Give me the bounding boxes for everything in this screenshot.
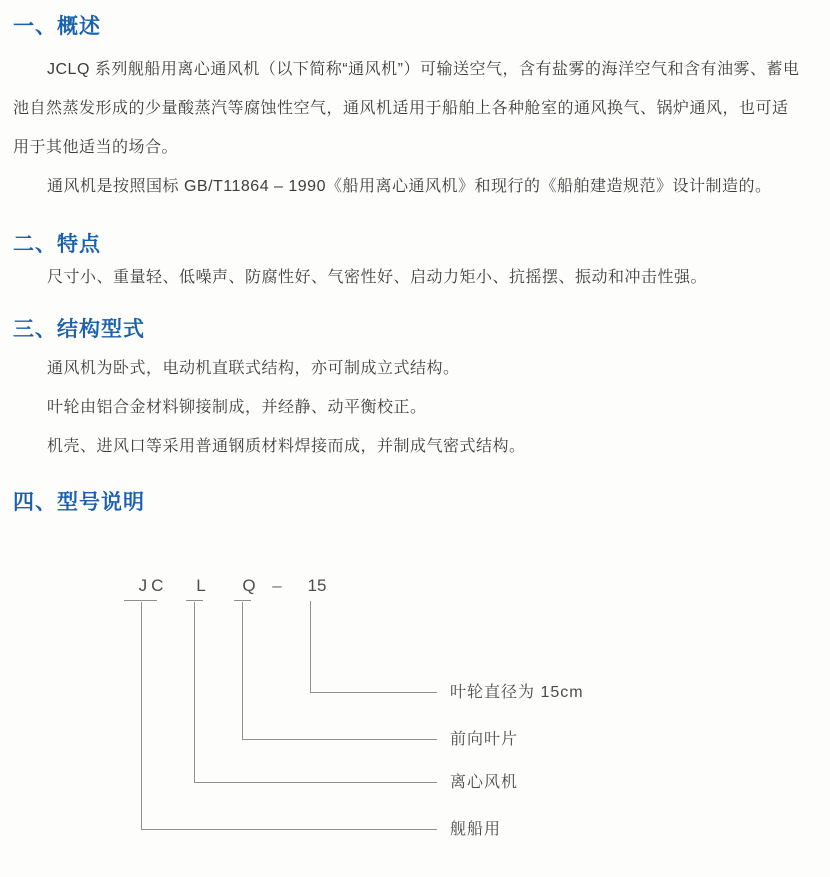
- overview-paragraph: [13, 50, 817, 167]
- paragraph-line: 通风机为卧式，电动机直联式结构，亦可制成立式结构。: [47, 360, 460, 377]
- underline-q: [234, 600, 251, 601]
- paragraph-line: 池自然蒸发形成的少量酸蒸汽等腐蚀性空气，通风机适用于船舶上各种舱室的通风换气、锅炉通风，也可适: [13, 100, 789, 117]
- paragraph-line: 用于其他适当的场合。: [13, 139, 179, 156]
- leader-horizontal-q: [242, 739, 437, 740]
- paragraph-line: 机壳、进风口等采用普通钢质材料焊接而成，并制成气密式结构。: [47, 438, 526, 455]
- leader-horizontal-jc: [141, 829, 437, 830]
- structure-paragraph-2: [13, 388, 817, 427]
- leader-vertical-l: [194, 602, 195, 783]
- underline-jc: [124, 600, 157, 601]
- model-code-dash: –: [272, 576, 282, 595]
- model-code-q: Q: [242, 576, 256, 595]
- paragraph-line: 尺寸小、重量轻、低噪声、防腐性好、气密性好、启动力矩小、抗摇摆、振动和冲击性强。: [47, 269, 708, 286]
- leader-vertical-q: [242, 602, 243, 740]
- annotation-naval-use: 舰船用: [450, 821, 502, 838]
- underline-l: [186, 600, 203, 601]
- section-heading-overview: 一、概述: [13, 15, 101, 38]
- paragraph-line: JCLQ 系列舰船用离心通风机（以下简称“通风机”）可输送空气，含有盐雾的海洋空气和含有油雾、蓄电: [47, 61, 800, 78]
- section-heading-model-designation: 四、型号说明: [13, 491, 145, 514]
- structure-paragraph-3: [13, 427, 817, 466]
- leader-horizontal-l: [194, 782, 437, 783]
- leader-vertical-15: [310, 601, 311, 692]
- model-code-jc: JC: [138, 576, 168, 595]
- structure-paragraph-1: [13, 349, 817, 388]
- paragraph-line: 叶轮由铝合金材料铆接制成，并经静、动平衡校正。: [47, 399, 427, 416]
- annotation-impeller-diameter: 叶轮直径为 15cm: [450, 684, 584, 701]
- section-heading-features: 二、特点: [13, 233, 101, 256]
- paragraph-line: 通风机是按照国标 GB/T11864 – 1990《船用离心通风机》和现行的《船舶建造规范》设计制造的。: [47, 178, 772, 195]
- model-code-l: L: [196, 576, 206, 595]
- model-code-15: 15: [307, 576, 327, 595]
- section-heading-structure: 三、结构型式: [13, 318, 145, 341]
- annotation-centrifugal-fan: 离心风机: [450, 774, 519, 791]
- document-page: [0, 14, 830, 877]
- leader-vertical-jc: [141, 602, 142, 830]
- leader-horizontal-15: [310, 692, 437, 693]
- standard-paragraph: [13, 167, 817, 206]
- model-designation-diagram: [13, 516, 817, 877]
- features-paragraph: [13, 258, 817, 297]
- annotation-forward-blades: 前向叶片: [450, 731, 519, 748]
